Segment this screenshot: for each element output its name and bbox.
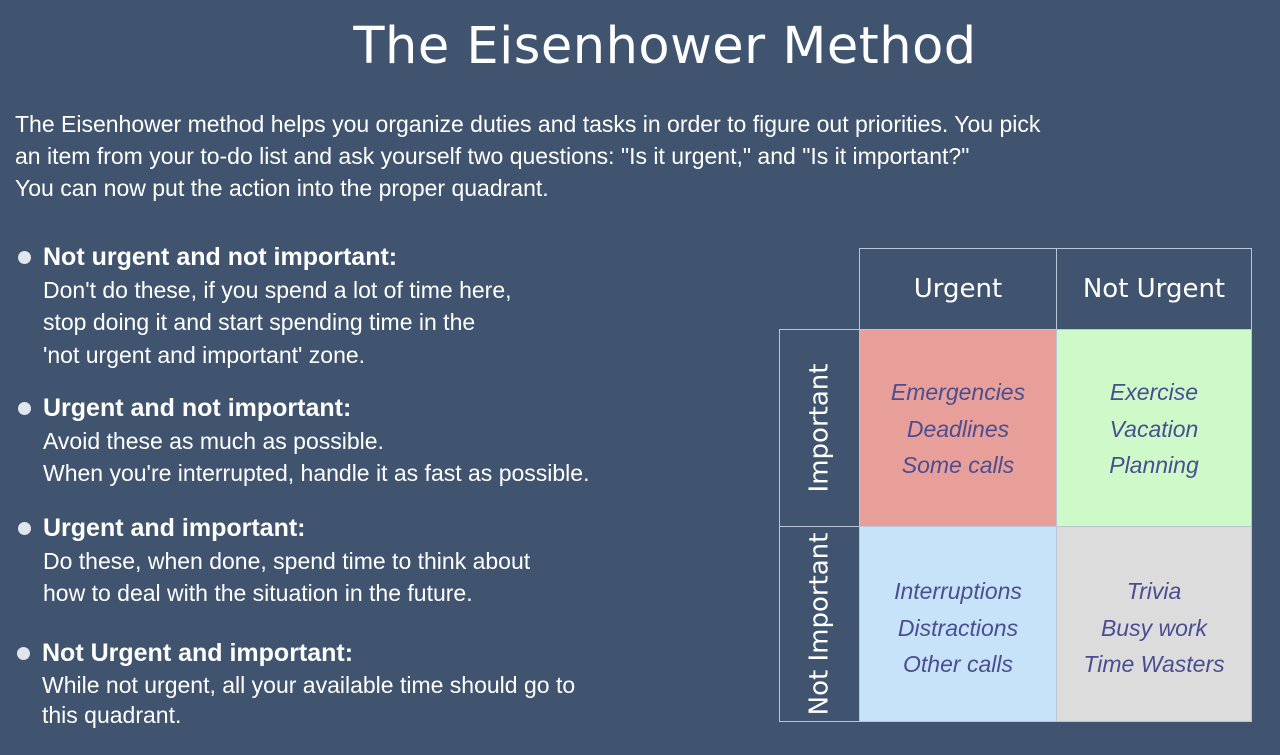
quadrant-item: Distractions <box>897 614 1019 641</box>
quadrant-item: Planning <box>1109 452 1199 479</box>
row-header-important <box>779 329 860 527</box>
bullet-line: Don't do these, if you spend a lot of time here, <box>43 276 512 303</box>
quadrant-item: Emergencies <box>890 379 1026 406</box>
bullet-line: When you're interrupted, handle it as fast as possible. <box>43 460 590 486</box>
bullet-line: 'not urgent and important' zone. <box>43 341 366 368</box>
bullet-heading: Not urgent and not important: <box>43 243 398 271</box>
bullet-body <box>17 670 717 730</box>
bullet-body <box>18 274 718 372</box>
row-header-label: Important <box>804 363 835 493</box>
quadrant-item: Vacation <box>1109 415 1199 442</box>
bullet-line: stop doing it and start spending time in the <box>43 309 476 335</box>
quadrant-item: Busy work <box>1100 614 1208 641</box>
intro-line: an item from your to-do list and ask yourself two questions: "Is it urgent," and "Is it important?" <box>15 143 970 169</box>
row-header-not-important <box>779 526 860 722</box>
quadrant-item: Some calls <box>901 452 1015 479</box>
bullet-body <box>18 545 718 610</box>
bullet-heading: Not Urgent and important: <box>42 639 354 667</box>
column-header-urgent: Urgent <box>859 248 1057 330</box>
column-header-not-urgent: Not Urgent <box>1056 248 1252 330</box>
bullet-heading: Urgent and important: <box>43 514 306 542</box>
bullet-line: how to deal with the situation in the future. <box>43 580 473 606</box>
bullet-dot-icon <box>18 402 31 415</box>
quadrant-item: Trivia <box>1126 578 1182 605</box>
bullet-dot-icon <box>18 251 31 264</box>
bullet-urgent-important <box>18 512 718 610</box>
bullet-line: Avoid these as much as possible. <box>43 427 384 454</box>
quadrant-urgent-not-important <box>859 526 1057 722</box>
intro-line: You can now put the action into the proper quadrant. <box>15 175 549 201</box>
bullet-line: this quadrant. <box>42 701 182 728</box>
bullet-dot-icon <box>18 522 31 535</box>
bullet-line: While not urgent, all your available time should go to <box>42 671 576 698</box>
quadrant-item: Deadlines <box>906 415 1010 442</box>
bullet-dot-icon <box>17 647 30 660</box>
intro-line: The Eisenhower method helps you organize duties and tasks in order to figure out priorities. You pick <box>15 111 1041 137</box>
quadrant-urgent-important <box>859 329 1057 527</box>
page-title: The Eisenhower Method <box>353 17 977 76</box>
quadrant-item: Other calls <box>903 651 1013 678</box>
quadrant-not-urgent-important <box>1056 329 1252 527</box>
quadrant-item: Time Wasters <box>1083 651 1225 678</box>
quadrant-item: Exercise <box>1109 379 1199 406</box>
bullet-line: Do these, when done, spend time to think about <box>43 547 531 574</box>
bullet-heading: Urgent and not important: <box>43 394 352 422</box>
quadrant-not-urgent-not-important <box>1056 526 1252 722</box>
intro-paragraph <box>15 108 1235 204</box>
row-header-label: Not Important <box>804 532 835 716</box>
bullet-urgent-not-important <box>18 392 718 490</box>
bullet-not-urgent-important <box>17 637 717 730</box>
bullet-not-urgent-not-important <box>18 241 718 371</box>
bullet-body <box>18 425 718 490</box>
quadrant-item: Interruptions <box>894 578 1022 605</box>
